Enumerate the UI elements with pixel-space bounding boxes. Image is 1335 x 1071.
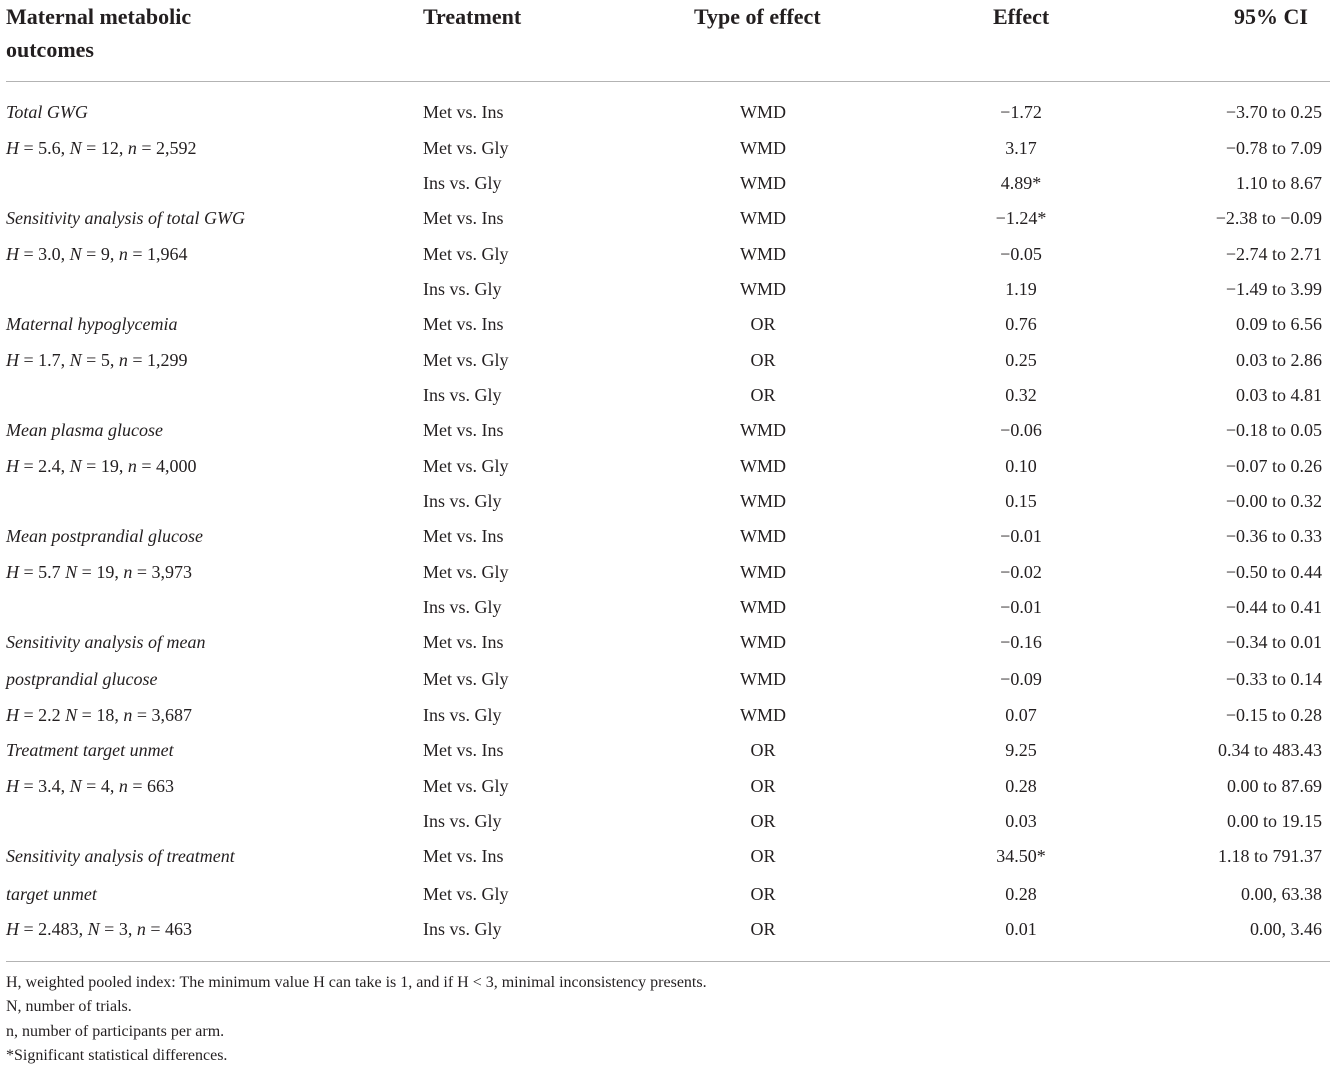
stat-n-trials-symbol: N — [69, 350, 82, 370]
treatment-cell: Ins vs. Gly — [423, 705, 502, 725]
ci-cell: −2.74 to 2.71 — [1225, 244, 1322, 264]
stat-separator: , — [60, 244, 70, 264]
effect-cell: 0.76 — [1005, 314, 1037, 334]
stat-h-value: 2.4 — [38, 456, 61, 476]
type-of-effect-cell: WMD — [740, 102, 786, 122]
effect-cell: −1.72 — [1000, 102, 1042, 122]
stat-n-trials-value: 5 — [100, 350, 110, 370]
outcome-stats: H = 2.4, N = 19, n = 4,000 — [6, 456, 197, 476]
stat-n-trials-symbol: N — [65, 705, 78, 725]
ci-cell: −1.49 to 3.99 — [1225, 279, 1322, 299]
type-of-effect-cell: WMD — [740, 208, 786, 228]
outcome-stats: H = 3.4, N = 4, n = 663 — [6, 776, 174, 796]
effect-cell: 0.28 — [1005, 776, 1037, 796]
effect-cell: 1.19 — [1005, 279, 1037, 299]
type-of-effect-cell: WMD — [740, 456, 786, 476]
treatment-cell: Ins vs. Gly — [423, 491, 502, 511]
stat-h-value: 5.6 — [38, 138, 61, 158]
stat-n-participants-symbol: n — [118, 776, 128, 796]
stat-n-participants-symbol: n — [136, 919, 146, 939]
stat-n-trials-value: 19 — [100, 456, 119, 476]
footnote-significance: *Significant statistical differences. — [6, 1047, 228, 1064]
stat-separator: , — [60, 456, 70, 476]
outcome-title: Mean plasma glucose — [6, 420, 163, 440]
ci-cell: 0.00 to 87.69 — [1226, 776, 1322, 796]
stat-h-symbol: H — [6, 138, 19, 158]
stat-h-symbol: H — [6, 562, 19, 582]
ci-cell: −0.78 to 7.09 — [1225, 138, 1322, 158]
stat-h-value: 1.7 — [38, 350, 61, 370]
ci-cell: 0.03 to 2.86 — [1235, 350, 1322, 370]
ci-cell: −0.07 to 0.26 — [1225, 456, 1322, 476]
treatment-cell: Ins vs. Gly — [423, 385, 502, 405]
ci-cell: 1.10 to 8.67 — [1235, 173, 1322, 193]
type-of-effect-cell: WMD — [740, 420, 786, 440]
type-of-effect-cell: WMD — [740, 597, 786, 617]
outcome-stats: H = 5.7 N = 19, n = 3,973 — [6, 562, 192, 582]
ci-cell: −0.36 to 0.33 — [1225, 526, 1322, 546]
type-of-effect-cell: OR — [750, 350, 776, 370]
stat-h-value: 3.4 — [38, 776, 61, 796]
effect-cell: 9.25 — [1005, 740, 1037, 760]
type-of-effect-cell: WMD — [740, 491, 786, 511]
treatment-cell: Met vs. Ins — [423, 740, 504, 760]
stat-n-participants-value: 1,299 — [146, 350, 188, 370]
stat-h-value: 3.0 — [38, 244, 61, 264]
effect-cell: −0.01 — [1000, 597, 1042, 617]
effect-cell: −1.24* — [995, 208, 1047, 228]
footer-divider — [6, 961, 1330, 962]
type-of-effect-cell: OR — [750, 385, 776, 405]
ci-cell: 0.00, 3.46 — [1250, 919, 1322, 939]
effect-cell: 4.89* — [1000, 173, 1042, 193]
treatment-cell: Met vs. Ins — [423, 102, 504, 122]
type-of-effect-cell: OR — [750, 811, 776, 831]
ci-cell: −0.34 to 0.01 — [1225, 632, 1322, 652]
outcome-stats: H = 5.6, N = 12, n = 2,592 — [6, 138, 197, 158]
stat-h-value: 2.483 — [38, 919, 79, 939]
type-of-effect-cell: OR — [750, 919, 776, 939]
stat-n-participants-symbol: n — [127, 138, 137, 158]
treatment-cell: Met vs. Gly — [423, 884, 509, 904]
stat-n-trials-value: 18 — [96, 705, 115, 725]
outcome-title: Total GWG — [6, 102, 88, 122]
treatment-cell: Ins vs. Gly — [423, 279, 502, 299]
stat-n-trials-symbol: N — [65, 562, 78, 582]
outcome-title: Sensitivity analysis of mean — [6, 632, 206, 652]
stat-separator: , — [78, 919, 88, 939]
stat-h-value: 5.7 — [38, 562, 61, 582]
effect-cell: −0.06 — [1000, 420, 1042, 440]
outcome-title: Sensitivity analysis of total GWG — [6, 208, 245, 228]
type-of-effect-cell: WMD — [740, 138, 786, 158]
effect-cell: 0.15 — [1005, 491, 1037, 511]
header-outcomes-line1: Maternal metabolic — [6, 4, 192, 29]
stat-n-trials-value: 4 — [100, 776, 110, 796]
effect-cell: 0.10 — [1005, 456, 1037, 476]
type-of-effect-cell: OR — [750, 846, 776, 866]
stat-h-symbol: H — [6, 705, 19, 725]
outcome-title: Mean postprandial glucose — [6, 526, 203, 546]
ci-cell: 0.00 to 19.15 — [1226, 811, 1322, 831]
stat-n-trials-symbol: N — [87, 919, 100, 939]
effect-cell: 0.32 — [1005, 385, 1037, 405]
effect-cell: 3.17 — [1005, 138, 1037, 158]
effect-cell: 0.07 — [1005, 705, 1037, 725]
treatment-cell: Ins vs. Gly — [423, 811, 502, 831]
stat-n-trials-value: 19 — [96, 562, 115, 582]
stat-n-trials-symbol: N — [69, 776, 82, 796]
outcome-title: target unmet — [6, 884, 97, 904]
outcome-title: Treatment target unmet — [6, 740, 174, 760]
stat-h-value: 2.2 — [38, 705, 61, 725]
stat-separator: , — [60, 776, 70, 796]
effect-cell: −0.05 — [1000, 244, 1042, 264]
effect-cell: 0.03 — [1005, 811, 1037, 831]
footnote-h: H, weighted pooled index: The minimum value H can take is 1, and if H < 3, minimal inconsistency presents. — [6, 974, 707, 991]
outcome-title: Maternal hypoglycemia — [6, 314, 178, 334]
ci-cell: −3.70 to 0.25 — [1225, 102, 1322, 122]
treatment-cell: Met vs. Gly — [423, 350, 509, 370]
ci-cell: −0.44 to 0.41 — [1225, 597, 1322, 617]
type-of-effect-cell: OR — [750, 314, 776, 334]
type-of-effect-cell: OR — [750, 740, 776, 760]
outcome-title: Sensitivity analysis of treatment — [6, 846, 235, 866]
stat-n-participants-value: 663 — [146, 776, 174, 796]
stat-n-participants-symbol: n — [123, 705, 133, 725]
header-ci: 95% CI — [1234, 4, 1308, 29]
stat-separator: , — [60, 138, 70, 158]
stat-n-trials-symbol: N — [69, 138, 82, 158]
ci-cell: 1.18 to 791.37 — [1217, 846, 1322, 866]
ci-cell: 0.09 to 6.56 — [1235, 314, 1322, 334]
ci-cell: −2.38 to −0.09 — [1215, 208, 1322, 228]
type-of-effect-cell: WMD — [740, 669, 786, 689]
treatment-cell: Met vs. Ins — [423, 846, 504, 866]
type-of-effect-cell: WMD — [740, 632, 786, 652]
outcome-stats: H = 2.483, N = 3, n = 463 — [6, 919, 192, 939]
treatment-cell: Met vs. Ins — [423, 632, 504, 652]
outcome-title: postprandial glucose — [6, 669, 158, 689]
stat-n-trials-value: 12 — [100, 138, 119, 158]
stat-h-symbol: H — [6, 244, 19, 264]
type-of-effect-cell: WMD — [740, 173, 786, 193]
effect-cell: 0.25 — [1005, 350, 1037, 370]
stat-n-participants-symbol: n — [118, 350, 128, 370]
stat-n-participants-value: 3,687 — [151, 705, 192, 725]
effect-cell: 34.50* — [996, 846, 1046, 866]
stat-n-participants-value: 463 — [164, 919, 192, 939]
stat-separator: , — [60, 350, 70, 370]
stat-n-participants-value: 1,964 — [146, 244, 188, 264]
treatment-cell: Met vs. Gly — [423, 138, 509, 158]
ci-cell: 0.00, 63.38 — [1241, 884, 1322, 904]
treatment-cell: Met vs. Ins — [423, 208, 504, 228]
treatment-cell: Met vs. Gly — [423, 669, 509, 689]
ci-cell: −0.50 to 0.44 — [1225, 562, 1322, 582]
stat-n-trials-value: 9 — [100, 244, 110, 264]
treatment-cell: Met vs. Gly — [423, 562, 509, 582]
outcome-stats: H = 1.7, N = 5, n = 1,299 — [6, 350, 188, 370]
effect-cell: 0.01 — [1005, 919, 1037, 939]
effect-cell: −0.01 — [1000, 526, 1042, 546]
treatment-cell: Met vs. Ins — [423, 526, 504, 546]
type-of-effect-cell: OR — [750, 776, 776, 796]
header-treatment: Treatment — [423, 4, 522, 29]
stat-n-trials-symbol: N — [69, 456, 82, 476]
type-of-effect-cell: WMD — [740, 705, 786, 725]
stat-n-trials-symbol: N — [69, 244, 82, 264]
type-of-effect-cell: OR — [750, 884, 776, 904]
stat-h-symbol: H — [6, 350, 19, 370]
stat-h-symbol: H — [6, 776, 19, 796]
treatment-cell: Met vs. Ins — [423, 314, 504, 334]
type-of-effect-cell: WMD — [740, 244, 786, 264]
stat-n-participants-symbol: n — [127, 456, 137, 476]
ci-cell: −0.15 to 0.28 — [1225, 705, 1322, 725]
footnote-n-trials: N, number of trials. — [6, 998, 132, 1015]
treatment-cell: Met vs. Gly — [423, 776, 509, 796]
stat-n-participants-symbol: n — [123, 562, 133, 582]
type-of-effect-cell: WMD — [740, 526, 786, 546]
stat-h-symbol: H — [6, 456, 19, 476]
effect-cell: −0.16 — [1000, 632, 1042, 652]
treatment-cell: Ins vs. Gly — [423, 919, 502, 939]
stat-n-participants-value: 2,592 — [155, 138, 197, 158]
stat-h-symbol: H — [6, 919, 19, 939]
header-effect: Effect — [993, 4, 1050, 29]
treatment-cell: Ins vs. Gly — [423, 173, 502, 193]
ci-cell: 0.03 to 4.81 — [1235, 385, 1322, 405]
effect-cell: −0.09 — [1000, 669, 1042, 689]
treatment-cell: Met vs. Ins — [423, 420, 504, 440]
header-outcomes-line2: outcomes — [6, 37, 94, 62]
outcome-stats: H = 2.2 N = 18, n = 3,687 — [6, 705, 192, 725]
effect-cell: 0.28 — [1005, 884, 1037, 904]
type-of-effect-cell: WMD — [740, 279, 786, 299]
type-of-effect-cell: WMD — [740, 562, 786, 582]
footnote-n-participants: n, number of participants per arm. — [6, 1023, 225, 1040]
treatment-cell: Met vs. Gly — [423, 244, 509, 264]
effect-cell: −0.02 — [1000, 562, 1042, 582]
treatment-cell: Met vs. Gly — [423, 456, 509, 476]
stat-n-participants-symbol: n — [118, 244, 128, 264]
ci-cell: −0.00 to 0.32 — [1225, 491, 1322, 511]
outcome-stats: H = 3.0, N = 9, n = 1,964 — [6, 244, 188, 264]
stat-n-trials-value: 3 — [118, 919, 128, 939]
stat-n-participants-value: 3,973 — [151, 562, 192, 582]
stat-n-participants-value: 4,000 — [155, 456, 197, 476]
treatment-cell: Ins vs. Gly — [423, 597, 502, 617]
ci-cell: −0.18 to 0.05 — [1225, 420, 1322, 440]
header-type-of-effect: Type of effect — [694, 4, 821, 29]
ci-cell: −0.33 to 0.14 — [1225, 669, 1322, 689]
ci-cell: 0.34 to 483.43 — [1217, 740, 1322, 760]
